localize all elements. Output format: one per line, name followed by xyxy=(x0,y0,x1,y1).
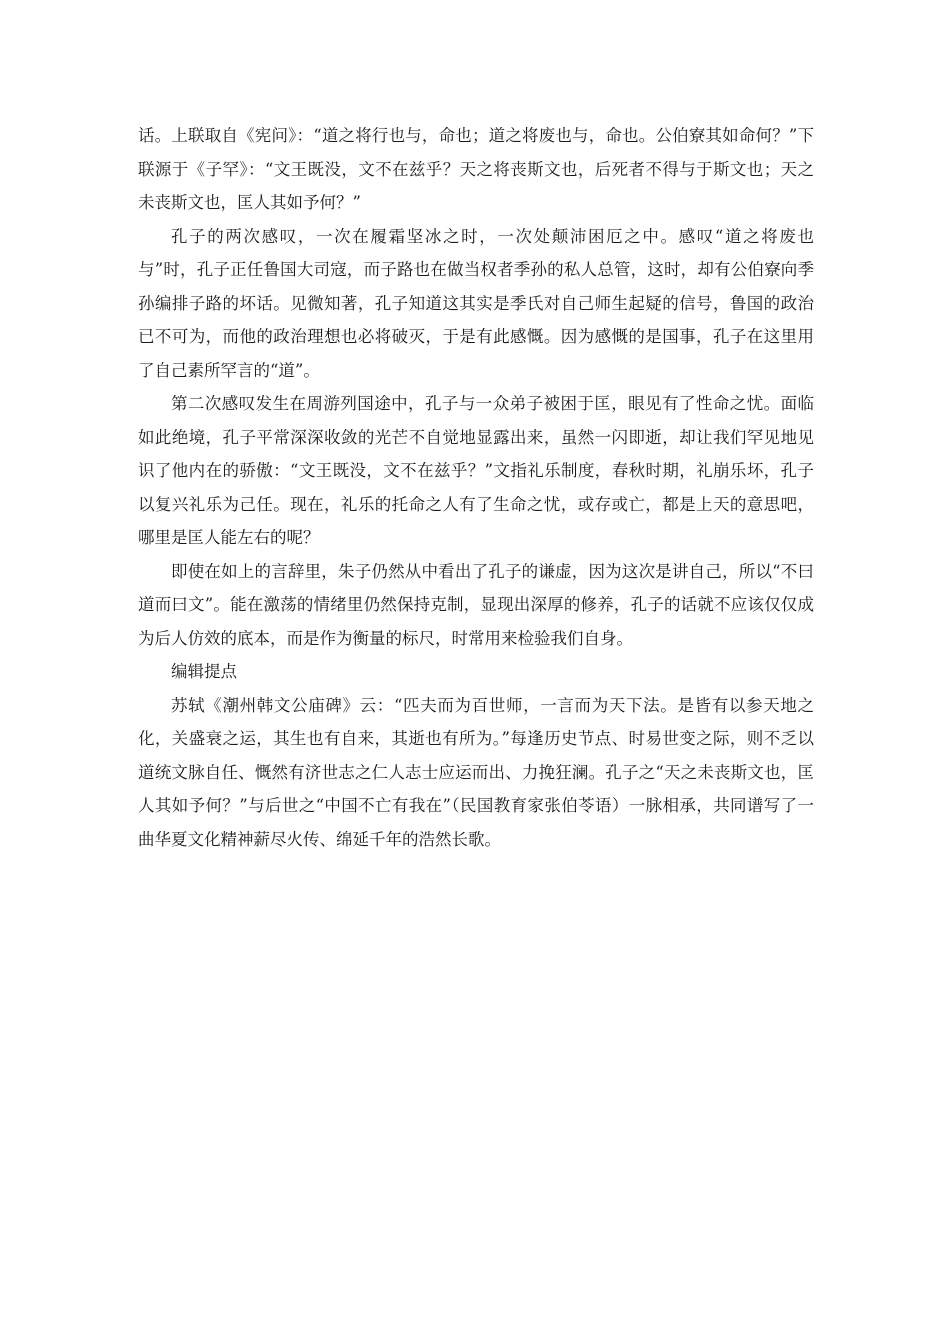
paragraph-continuation: 话。上联取自《宪问》：“道之将行也与，命也；道之将废也与，命也。公伯寮其如命何？”下联源于《子罕》：“文王既没，文不在兹乎？天之将丧斯文也，后死者不得与于斯文也；天之未丧斯文也，匡人其如予何？” xyxy=(138,126,814,212)
paragraph-editor-notes: 苏轼《潮州韩文公庙碑》云：“匹夫而为百世师，一言而为天下法。是皆有以参天地之化，关盛衰之运，其生也有自来，其逝也有所为。”每逢历史节点、时易世变之际，则不乏以道统文脉自任、慨然有济世志之仁人志士应运而出、力挽狂澜。孔子之“天之未丧斯文也，匡人其如予何？”与后世之“中国不亡有我在”（民国教育家张伯苓语）一脉相承，共同谱写了一曲华夏文化精神薪尽火传、绵延千年的浩然长歌。 xyxy=(138,695,814,849)
paragraph-second-lament: 第二次感叹发生在周游列国途中，孔子与一众弟子被困于匡，眼见有了性命之忧。面临如此绝境，孔子平常深深收敛的光芒不自觉地显露出来，虽然一闪即逝，却让我们罕见地见识了他内在的骄傲：“文王既没，文不在兹乎？”文指礼乐制度，春秋时期，礼崩乐坏，孔子以复兴礼乐为己任。现在，礼乐的托命之人有了生命之忧，或存或亡，都是上天的意思吧，哪里是匡人能左右的呢？ xyxy=(138,394,814,547)
article-body xyxy=(138,119,814,856)
paragraph-zhuzi-comment: 即使在如上的言辞里，朱子仍然从中看出了孔子的谦虚，因为这次是讲自己，所以“不曰道而曰文”。能在激荡的情绪里仍然保持克制，显现出深厚的修养，孔子的话就不应该仅仅成为后人仿效的底本，而是作为衡量的标尺，时常用来检验我们自身。 xyxy=(138,561,814,648)
paragraph-two-laments: 孔子的两次感叹，一次在履霜坚冰之时，一次处颠沛困厄之中。感叹“道之将废也与”时，孔子正任鲁国大司寇，而子路也在做当权者季孙的私人总管，这时，却有公伯寮向季孙编排子路的坏话。见微知著，孔子知道这其实是季氏对自己师生起疑的信号，鲁国的政治已不可为，而他的政治理想也必将破灭，于是有此感慨。因为感慨的是国事，孔子在这里用了自己素所罕言的“道”。 xyxy=(138,226,814,380)
section-heading-editor-notes: 编辑提点 xyxy=(171,662,237,681)
